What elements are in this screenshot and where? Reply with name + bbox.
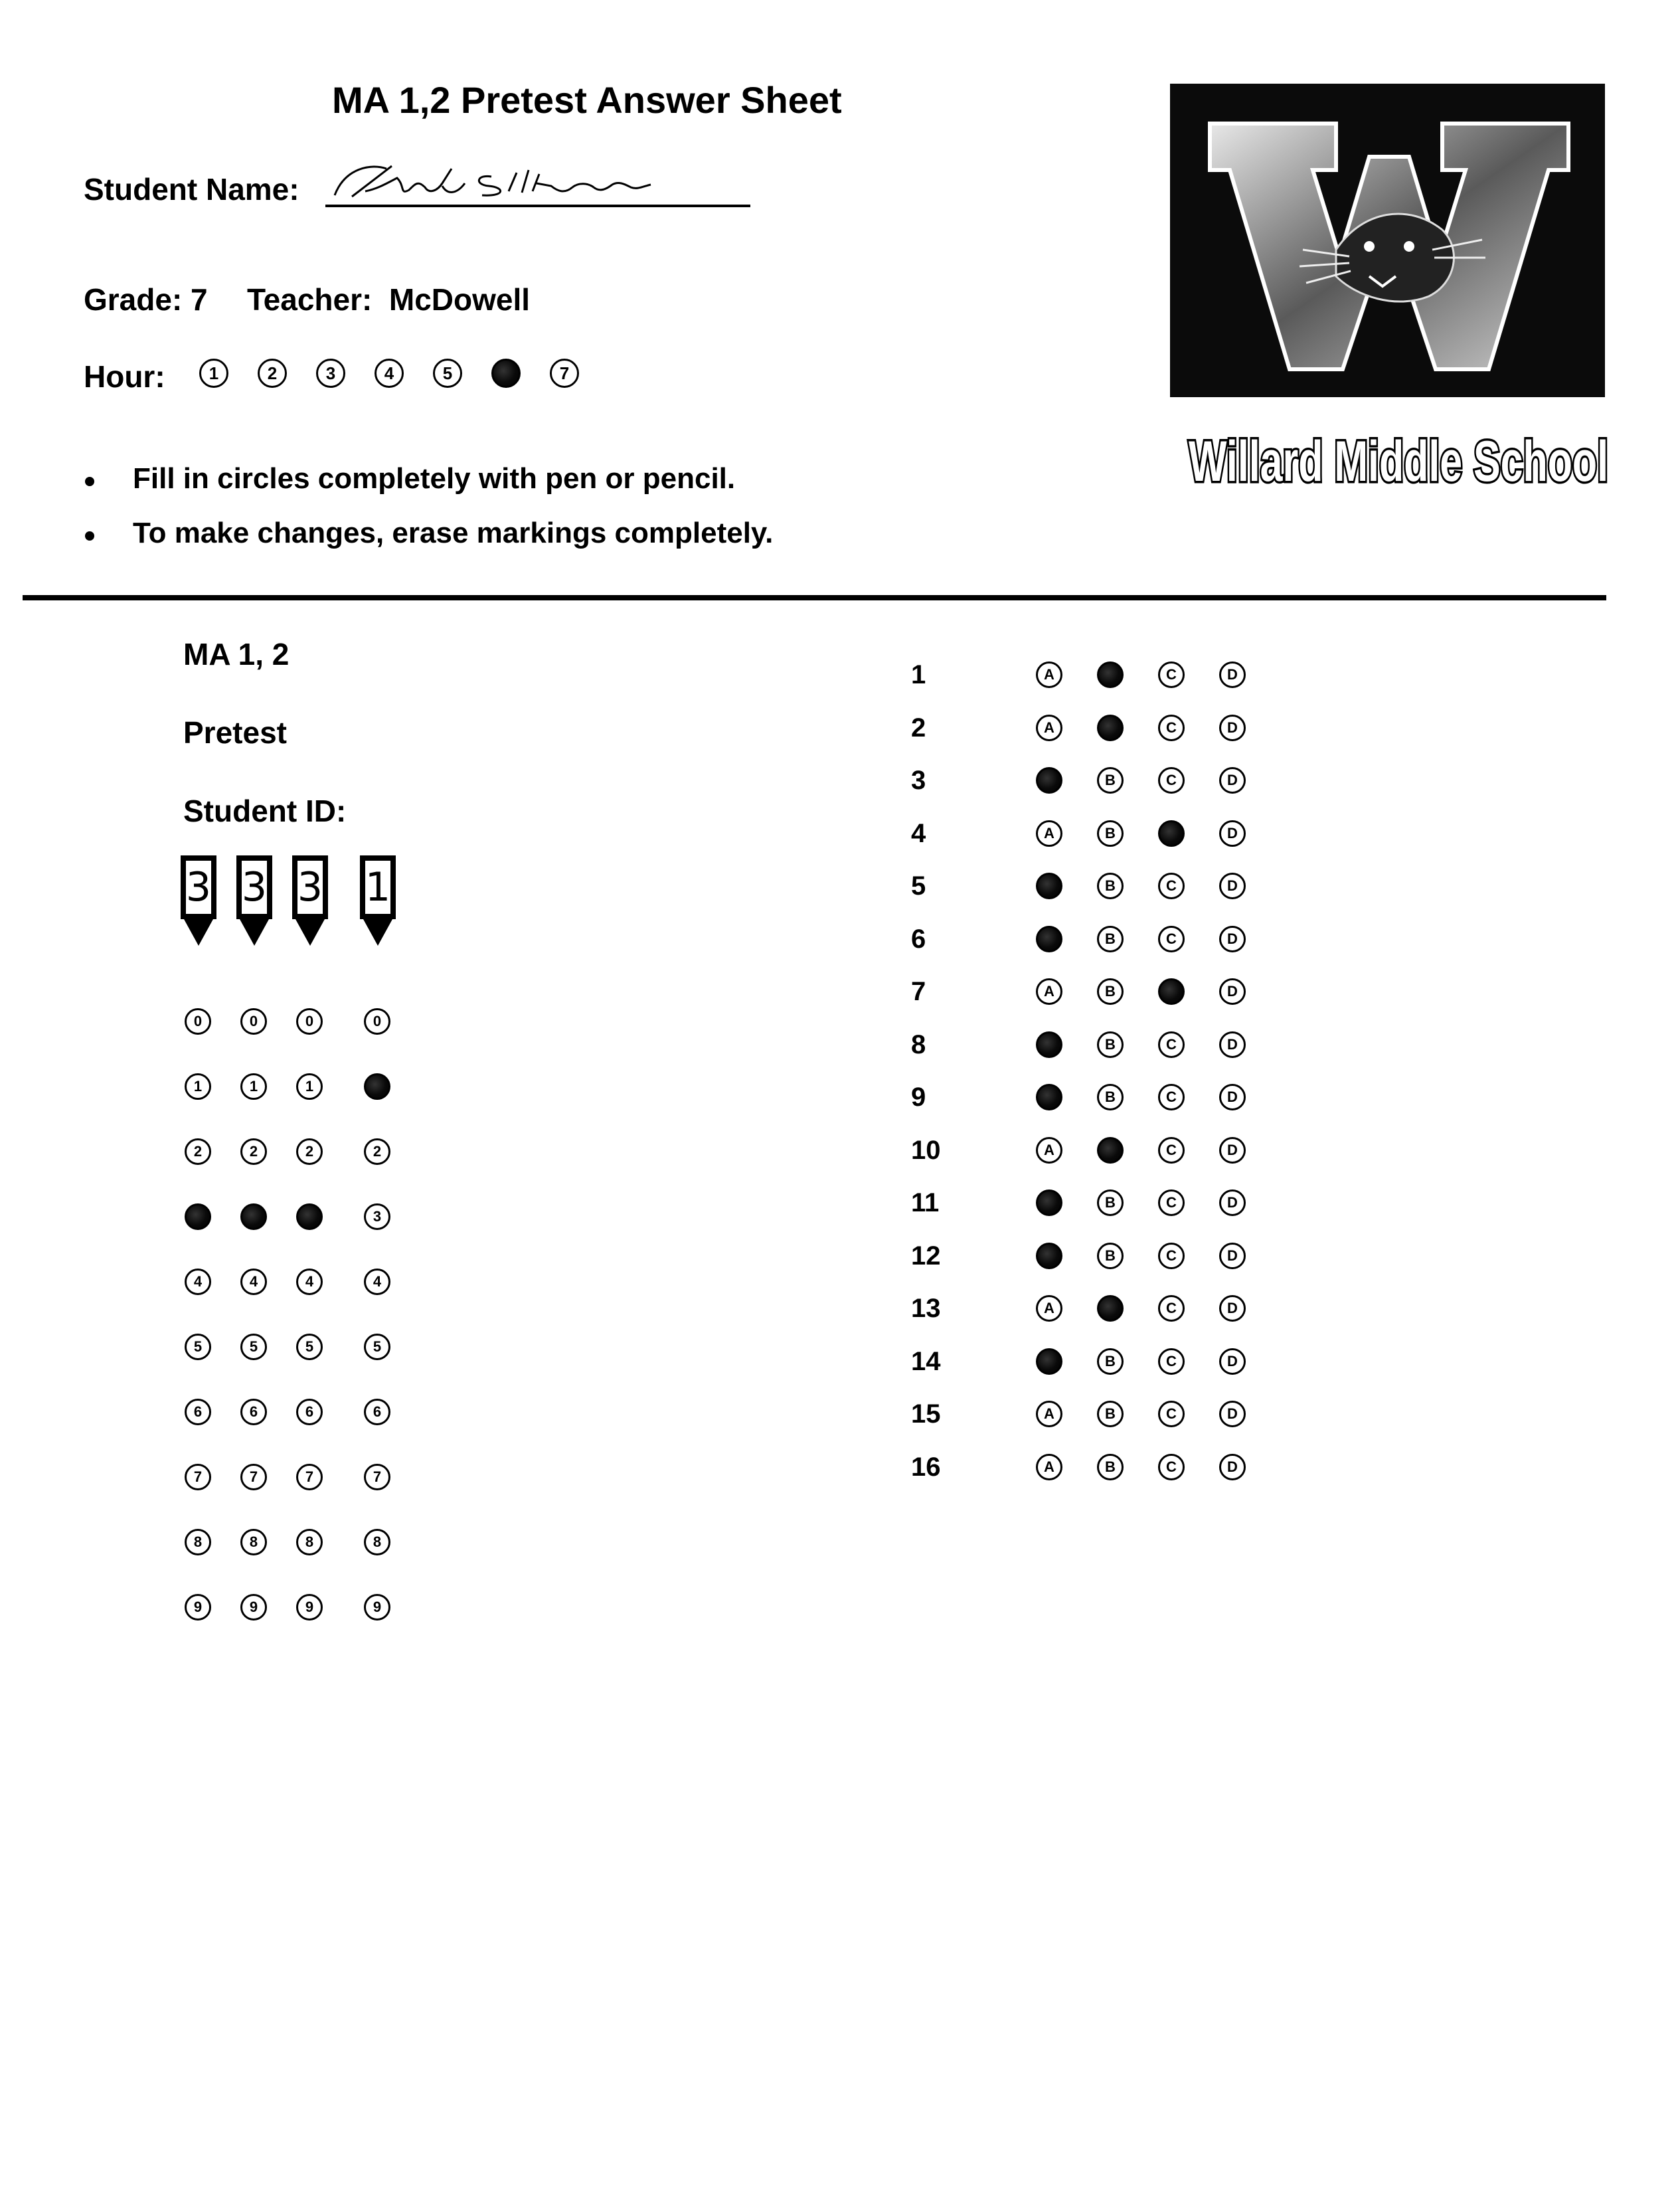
answer-bubble-15-A[interactable]: A <box>1036 1401 1062 1427</box>
answer-bubble-2-A[interactable]: A <box>1036 715 1062 741</box>
page-title: MA 1,2 Pretest Answer Sheet <box>332 79 842 121</box>
answer-bubble-12-D[interactable]: D <box>1219 1243 1246 1269</box>
divider <box>23 595 1606 600</box>
question-number: 5 <box>911 871 926 901</box>
answer-bubble-1-B[interactable] <box>1097 661 1124 688</box>
answer-bubble-8-A[interactable] <box>1036 1031 1062 1058</box>
question-number: 13 <box>911 1294 941 1323</box>
student-id-box[interactable]: 3 <box>236 855 272 919</box>
answer-bubble-2-D[interactable]: D <box>1219 715 1246 741</box>
school-name-wordmark <box>1186 420 1611 499</box>
hour-bubble-1[interactable]: 1 <box>199 359 228 388</box>
student-id-digit-bubble[interactable]: 7 <box>185 1464 211 1490</box>
answer-bubble-13-A[interactable]: A <box>1036 1295 1062 1322</box>
grade-value: 7 <box>191 282 208 317</box>
answer-bubble-14-C[interactable]: C <box>1158 1348 1185 1375</box>
answer-bubble-1-C[interactable]: C <box>1158 661 1185 688</box>
answer-bubble-8-B[interactable]: B <box>1097 1031 1124 1058</box>
answer-bubble-3-B[interactable]: B <box>1097 767 1124 794</box>
answer-bubble-15-B[interactable]: B <box>1097 1401 1124 1427</box>
answer-bubble-5-C[interactable]: C <box>1158 873 1185 899</box>
student-id-arrow <box>363 919 392 946</box>
answer-bubble-12-B[interactable]: B <box>1097 1243 1124 1269</box>
student-id-digit-bubble[interactable]: 7 <box>364 1464 390 1490</box>
answer-bubble-11-C[interactable]: C <box>1158 1189 1185 1216</box>
answer-bubble-9-C[interactable]: C <box>1158 1084 1185 1110</box>
student-id-digit-bubble[interactable]: 5 <box>296 1334 323 1360</box>
answer-bubble-4-C[interactable] <box>1158 820 1185 847</box>
answer-bubble-7-B[interactable]: B <box>1097 978 1124 1005</box>
student-id-digit-bubble[interactable]: 1 <box>296 1073 323 1100</box>
instruction-erase: To make changes, erase markings completely. <box>133 517 774 549</box>
student-name-underline <box>325 205 750 207</box>
bullet <box>85 531 94 541</box>
answer-bubble-10-B[interactable] <box>1097 1137 1124 1164</box>
student-id-digit-bubble[interactable]: 5 <box>364 1334 390 1360</box>
answer-bubble-16-A[interactable]: A <box>1036 1454 1062 1480</box>
hour-label: Hour: <box>84 359 165 394</box>
teacher-label: Teacher: McDowell <box>247 282 531 317</box>
answer-bubble-3-D[interactable]: D <box>1219 767 1246 794</box>
student-name-signature[interactable] <box>325 154 750 207</box>
answer-bubble-10-C[interactable]: C <box>1158 1137 1185 1164</box>
student-id-digit-bubble[interactable] <box>364 1073 390 1100</box>
student-id-arrow <box>295 919 325 946</box>
hour-bubble-6[interactable] <box>491 359 521 388</box>
answer-bubble-9-A[interactable] <box>1036 1084 1062 1110</box>
answer-bubble-15-C[interactable]: C <box>1158 1401 1185 1427</box>
hour-bubble-4[interactable]: 4 <box>375 359 404 388</box>
student-id-digit-bubble[interactable]: 2 <box>185 1138 211 1165</box>
answer-bubble-6-A[interactable] <box>1036 926 1062 952</box>
student-id-digit-bubble[interactable] <box>296 1203 323 1230</box>
student-id-digit-bubble[interactable] <box>185 1203 211 1230</box>
question-number: 14 <box>911 1346 941 1376</box>
answer-bubble-4-A[interactable]: A <box>1036 820 1062 847</box>
student-id-digit-bubble[interactable]: 0 <box>240 1008 267 1035</box>
student-id-digit-bubble[interactable]: 6 <box>364 1399 390 1425</box>
grade-label: Grade: 7 <box>84 282 208 317</box>
student-id-digit-bubble[interactable]: 8 <box>364 1529 390 1555</box>
hour-bubble-3[interactable]: 3 <box>316 359 345 388</box>
student-id-digit-bubble[interactable]: 7 <box>240 1464 267 1490</box>
student-id-digit-bubble[interactable]: 6 <box>185 1399 211 1425</box>
school-logo <box>1170 84 1605 397</box>
student-id-digit-bubble[interactable]: 8 <box>240 1529 267 1555</box>
answer-bubble-15-D[interactable]: D <box>1219 1401 1246 1427</box>
student-id-digit-bubble[interactable]: 1 <box>240 1073 267 1100</box>
answer-bubble-7-C[interactable] <box>1158 978 1185 1005</box>
question-number: 11 <box>911 1188 940 1217</box>
instruction-fill: Fill in circles completely with pen or pencil. <box>133 462 736 495</box>
student-name-label: Student Name: <box>84 172 299 207</box>
student-id-digit-bubble[interactable]: 0 <box>185 1008 211 1035</box>
hour-bubble-5[interactable]: 5 <box>433 359 462 388</box>
student-id-digit-bubble[interactable]: 1 <box>185 1073 211 1100</box>
answer-bubble-3-C[interactable]: C <box>1158 767 1185 794</box>
student-id-digit-bubble[interactable]: 4 <box>240 1269 267 1295</box>
answer-bubble-5-A[interactable] <box>1036 873 1062 899</box>
answer-bubble-10-A[interactable]: A <box>1036 1137 1062 1164</box>
answer-bubble-11-B[interactable]: B <box>1097 1189 1124 1216</box>
answer-bubble-5-B[interactable]: B <box>1097 873 1124 899</box>
hour-bubble-7[interactable]: 7 <box>550 359 579 388</box>
answer-bubble-1-A[interactable]: A <box>1036 661 1062 688</box>
answer-bubble-1-D[interactable]: D <box>1219 661 1246 688</box>
student-id-digit-bubble[interactable]: 0 <box>364 1008 390 1035</box>
answer-bubble-9-B[interactable]: B <box>1097 1084 1124 1110</box>
question-number: 3 <box>911 766 926 795</box>
student-id-digit-bubble[interactable]: 9 <box>296 1594 323 1621</box>
student-id-digit-bubble[interactable]: 2 <box>240 1138 267 1165</box>
student-id-digit-bubble[interactable]: 2 <box>364 1138 390 1165</box>
answer-bubble-16-D[interactable]: D <box>1219 1454 1246 1480</box>
answer-bubble-11-D[interactable]: D <box>1219 1189 1246 1216</box>
test-code: MA 1, 2 <box>183 637 290 671</box>
answer-bubble-9-D[interactable]: D <box>1219 1084 1246 1110</box>
answer-bubble-12-C[interactable]: C <box>1158 1243 1185 1269</box>
answer-bubble-3-A[interactable] <box>1036 767 1062 794</box>
student-id-digit-bubble[interactable]: 9 <box>185 1594 211 1621</box>
answer-bubble-11-A[interactable] <box>1036 1189 1062 1216</box>
student-id-box[interactable]: 3 <box>292 855 328 919</box>
student-id-digit-bubble[interactable]: 5 <box>240 1334 267 1360</box>
student-id-digit-bubble[interactable]: 4 <box>296 1269 323 1295</box>
question-number: 2 <box>911 713 926 743</box>
answer-bubble-6-D[interactable]: D <box>1219 926 1246 952</box>
student-id-box[interactable]: 3 <box>181 855 216 919</box>
student-id-digit-bubble[interactable] <box>240 1203 267 1230</box>
answer-bubble-13-D[interactable]: D <box>1219 1295 1246 1322</box>
student-id-digit-bubble[interactable]: 5 <box>185 1334 211 1360</box>
question-number: 16 <box>911 1452 941 1482</box>
question-number: 15 <box>911 1399 941 1429</box>
bullet <box>85 477 94 486</box>
student-id-digit-bubble[interactable]: 6 <box>296 1399 323 1425</box>
student-id-digit-bubble[interactable]: 9 <box>364 1594 390 1621</box>
answer-bubble-7-A[interactable]: A <box>1036 978 1062 1005</box>
teacher-value: McDowell <box>388 282 531 317</box>
student-id-digit-bubble[interactable]: 0 <box>296 1008 323 1035</box>
question-number: 1 <box>911 660 926 689</box>
answer-bubble-14-B[interactable]: B <box>1097 1348 1124 1375</box>
student-id-digit-bubble[interactable]: 4 <box>185 1269 211 1295</box>
hour-bubble-2[interactable]: 2 <box>258 359 287 388</box>
student-id-arrow <box>240 919 269 946</box>
question-number: 10 <box>911 1135 941 1165</box>
answer-bubble-10-D[interactable]: D <box>1219 1137 1246 1164</box>
answer-bubble-12-A[interactable] <box>1036 1243 1062 1269</box>
answer-bubble-7-D[interactable]: D <box>1219 978 1246 1005</box>
answer-bubble-2-C[interactable]: C <box>1158 715 1185 741</box>
student-id-digit-bubble[interactable]: 8 <box>296 1529 323 1555</box>
test-name: Pretest <box>183 715 287 750</box>
answer-bubble-6-B[interactable]: B <box>1097 926 1124 952</box>
answer-bubble-14-A[interactable] <box>1036 1348 1062 1375</box>
student-id-digit-bubble[interactable]: 8 <box>185 1529 211 1555</box>
question-number: 6 <box>911 924 926 954</box>
answer-bubble-4-B[interactable]: B <box>1097 820 1124 847</box>
answer-bubble-14-D[interactable]: D <box>1219 1348 1246 1375</box>
student-id-label: Student ID: <box>183 794 347 828</box>
student-id-box[interactable]: 1 <box>360 855 396 919</box>
answer-bubble-5-D[interactable]: D <box>1219 873 1246 899</box>
student-id-digit-bubble[interactable]: 4 <box>364 1269 390 1295</box>
answer-bubble-13-C[interactable]: C <box>1158 1295 1185 1322</box>
answer-bubble-4-D[interactable]: D <box>1219 820 1246 847</box>
answer-bubble-16-B[interactable]: B <box>1097 1454 1124 1480</box>
question-number: 4 <box>911 818 926 848</box>
question-number: 9 <box>911 1083 926 1112</box>
student-id-digit-bubble[interactable]: 9 <box>240 1594 267 1621</box>
question-number: 7 <box>911 977 926 1006</box>
student-id-digit-bubble[interactable]: 2 <box>296 1138 323 1165</box>
student-id-digit-bubble[interactable]: 7 <box>296 1464 323 1490</box>
svg-text:Willard Middle School: Willard Middle School <box>1189 430 1608 493</box>
answer-bubble-8-C[interactable]: C <box>1158 1031 1185 1058</box>
student-id-digit-bubble[interactable]: 3 <box>364 1203 390 1230</box>
answer-bubble-16-C[interactable]: C <box>1158 1454 1185 1480</box>
question-number: 12 <box>911 1241 941 1271</box>
student-id-digit-bubble[interactable]: 6 <box>240 1399 267 1425</box>
answer-bubble-13-B[interactable] <box>1097 1295 1124 1322</box>
answer-bubble-6-C[interactable]: C <box>1158 926 1185 952</box>
answer-bubble-8-D[interactable]: D <box>1219 1031 1246 1058</box>
answer-bubble-2-B[interactable] <box>1097 715 1124 741</box>
question-number: 8 <box>911 1029 926 1059</box>
student-id-arrow <box>184 919 213 946</box>
